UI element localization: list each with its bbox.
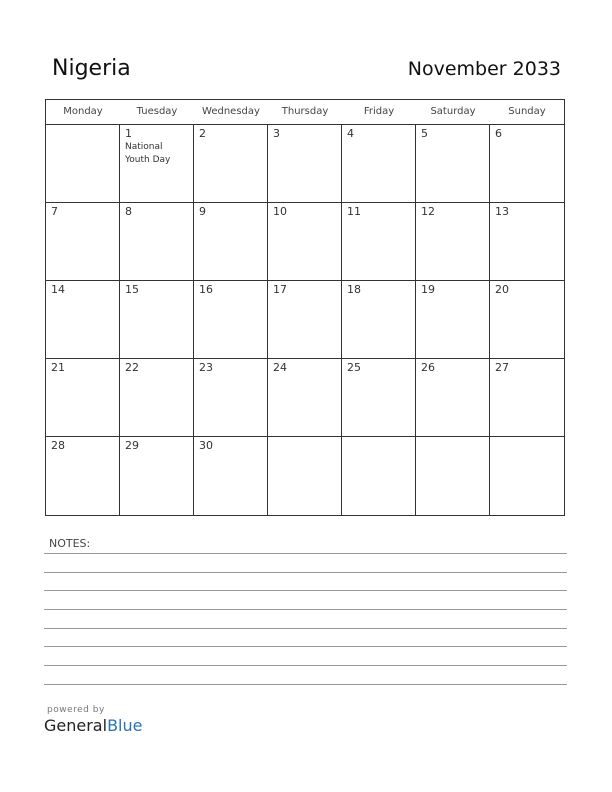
day-number: 7 bbox=[51, 205, 58, 218]
day-cell[interactable] bbox=[490, 437, 564, 515]
day-cell[interactable] bbox=[120, 437, 194, 515]
weekday-label: Thursday bbox=[281, 106, 329, 117]
notes-label: NOTES: bbox=[49, 537, 91, 550]
calendar-grid bbox=[45, 99, 565, 516]
day-cell[interactable] bbox=[342, 125, 416, 202]
day-cell[interactable] bbox=[268, 359, 342, 436]
day-number: 5 bbox=[421, 127, 428, 140]
day-cell[interactable] bbox=[416, 437, 490, 515]
day-number: 30 bbox=[199, 439, 213, 452]
day-cell[interactable] bbox=[416, 359, 490, 436]
day-cell[interactable] bbox=[490, 359, 564, 436]
week-row bbox=[46, 281, 564, 359]
country-title: Nigeria bbox=[52, 56, 131, 81]
day-cell[interactable] bbox=[342, 437, 416, 515]
day-cell[interactable] bbox=[342, 281, 416, 358]
day-cell[interactable] bbox=[194, 125, 268, 202]
day-number: 21 bbox=[51, 361, 65, 374]
day-cell[interactable] bbox=[268, 281, 342, 358]
day-cell[interactable] bbox=[194, 359, 268, 436]
notes-line bbox=[44, 590, 567, 591]
weekday-label: Tuesday bbox=[136, 106, 178, 117]
day-number: 8 bbox=[125, 205, 132, 218]
day-number: 14 bbox=[51, 283, 65, 296]
week-row bbox=[46, 359, 564, 437]
day-cell[interactable] bbox=[490, 125, 564, 202]
day-number: 26 bbox=[421, 361, 435, 374]
weekday-label: Wednesday bbox=[202, 106, 260, 117]
day-number: 4 bbox=[347, 127, 354, 140]
holiday-label: National Youth Day bbox=[125, 142, 171, 165]
brand-general: General bbox=[44, 716, 108, 735]
day-cell[interactable] bbox=[268, 203, 342, 280]
notes-line bbox=[44, 628, 567, 629]
day-cell[interactable] bbox=[490, 281, 564, 358]
day-number: 24 bbox=[273, 361, 287, 374]
day-number: 20 bbox=[495, 283, 509, 296]
day-number: 27 bbox=[495, 361, 509, 374]
day-cell[interactable] bbox=[46, 281, 120, 358]
day-number: 15 bbox=[125, 283, 139, 296]
day-number: 18 bbox=[347, 283, 361, 296]
week-row bbox=[46, 437, 564, 515]
brand-blue: Blue bbox=[107, 716, 143, 735]
weekday-label: Monday bbox=[63, 106, 103, 117]
day-cell[interactable] bbox=[46, 125, 120, 202]
weekday-label: Sunday bbox=[508, 106, 546, 117]
notes-line bbox=[44, 646, 567, 647]
day-number: 10 bbox=[273, 205, 287, 218]
day-number: 12 bbox=[421, 205, 435, 218]
day-number: 17 bbox=[273, 283, 287, 296]
day-number: 19 bbox=[421, 283, 435, 296]
day-cell[interactable] bbox=[416, 281, 490, 358]
powered-by-text: powered by bbox=[47, 705, 105, 715]
notes-line bbox=[44, 665, 567, 666]
notes-line bbox=[44, 572, 567, 573]
generalblue-logo[interactable] bbox=[44, 716, 142, 735]
day-number: 2 bbox=[199, 127, 206, 140]
day-cell[interactable] bbox=[46, 359, 120, 436]
day-cell[interactable] bbox=[194, 437, 268, 515]
day-cell[interactable] bbox=[416, 125, 490, 202]
day-cell[interactable] bbox=[268, 437, 342, 515]
weekday-label: Friday bbox=[363, 106, 395, 117]
day-number: 23 bbox=[199, 361, 213, 374]
day-cell[interactable] bbox=[342, 359, 416, 436]
week-row bbox=[46, 203, 564, 281]
day-cell[interactable] bbox=[490, 203, 564, 280]
notes-line bbox=[44, 609, 567, 610]
day-number: 6 bbox=[495, 127, 502, 140]
day-cell[interactable] bbox=[268, 125, 342, 202]
notes-line bbox=[44, 553, 567, 554]
day-number: 13 bbox=[495, 205, 509, 218]
day-number: 9 bbox=[199, 205, 206, 218]
day-cell[interactable] bbox=[194, 203, 268, 280]
day-cell[interactable] bbox=[416, 203, 490, 280]
day-number: 11 bbox=[347, 205, 361, 218]
weekday-header bbox=[46, 100, 564, 125]
day-cell[interactable] bbox=[194, 281, 268, 358]
day-cell[interactable] bbox=[342, 203, 416, 280]
notes-line bbox=[44, 684, 567, 685]
day-number: 28 bbox=[51, 439, 65, 452]
day-number: 29 bbox=[125, 439, 139, 452]
weekday-label: Saturday bbox=[430, 106, 476, 117]
day-cell[interactable] bbox=[120, 125, 194, 202]
day-number: 22 bbox=[125, 361, 139, 374]
day-cell[interactable] bbox=[46, 437, 120, 515]
day-number: 3 bbox=[273, 127, 280, 140]
day-number: 1 bbox=[125, 127, 132, 140]
month-year-title: November 2033 bbox=[407, 58, 561, 80]
day-cell[interactable] bbox=[120, 203, 194, 280]
day-cell[interactable] bbox=[46, 203, 120, 280]
day-cell[interactable] bbox=[120, 359, 194, 436]
day-cell[interactable] bbox=[120, 281, 194, 358]
day-number: 25 bbox=[347, 361, 361, 374]
week-row bbox=[46, 125, 564, 203]
day-number: 16 bbox=[199, 283, 213, 296]
